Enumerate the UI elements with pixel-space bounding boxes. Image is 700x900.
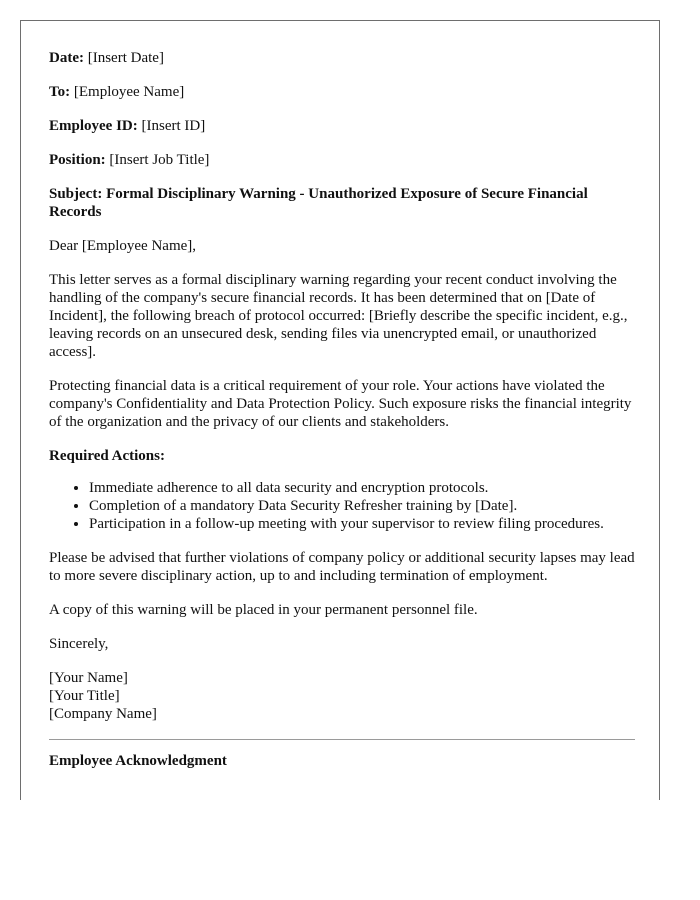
signature-title: [Your Title] [49,688,120,704]
body-paragraph-2: Protecting financial data is a critical requirement of your role. Your actions have violated the company's Confidentiality and Data Protection Policy. Such exposure risks the financial integrity of the organization and the privacy of our clients and stakeholders. [49,378,632,430]
signature-name: [Your Name] [49,670,128,686]
list-item: • Completion of a mandatory Data Security Refresher training by [Date]. [89,497,635,515]
body-paragraph-1: This letter serves as a formal disciplinary warning regarding your recent conduct involving the handling of the company's secure financial records. It has been determined that on [Date of Incident], the following breach of protocol occurred: [Briefly describe the specific incident, e.g., leaving records on an unsecured desk, sending files via unencrypted email, or unauthorized access]. [49,272,628,360]
required-actions-list [49,479,635,533]
date-value: [Insert Date] [87,50,164,66]
signature-company: [Company Name] [49,706,157,722]
closing-paragraph-1: Please be advised that further violations of company policy or additional security lapses may lead to more severe disciplinary action, up to and including termination of employment. [49,550,635,584]
to-line [49,83,635,101]
to-value: [Employee Name] [73,84,185,100]
list-item: • Immediate adherence to all data security and encryption protocols. [89,479,635,497]
section-divider [49,739,635,740]
subject-line: Subject: Formal Disciplinary Warning - Unauthorized Exposure of Secure Financial Records [49,186,588,220]
position-value: [Insert Job Title] [109,152,210,168]
required-actions-heading: Required Actions: [49,448,165,464]
date-label: Date: [49,50,84,66]
letter-content [49,49,635,770]
signoff: Sincerely, [49,636,109,652]
employee-id-label: Employee ID: [49,118,138,134]
list-item: • Participation in a follow-up meeting with your supervisor to review filing procedures. [89,515,635,533]
employee-id-value: [Insert ID] [141,118,206,134]
position-line [49,151,635,169]
signature-block [49,669,635,723]
to-label: To: [49,84,71,100]
date-line [49,49,635,67]
closing-paragraph-2: A copy of this warning will be placed in your permanent personnel file. [49,602,478,618]
letter-page [20,20,660,800]
employee-id-line [49,117,635,135]
salutation: Dear [Employee Name], [49,238,197,254]
position-label: Position: [49,152,106,168]
acknowledgment-heading: Employee Acknowledgment [49,753,227,769]
